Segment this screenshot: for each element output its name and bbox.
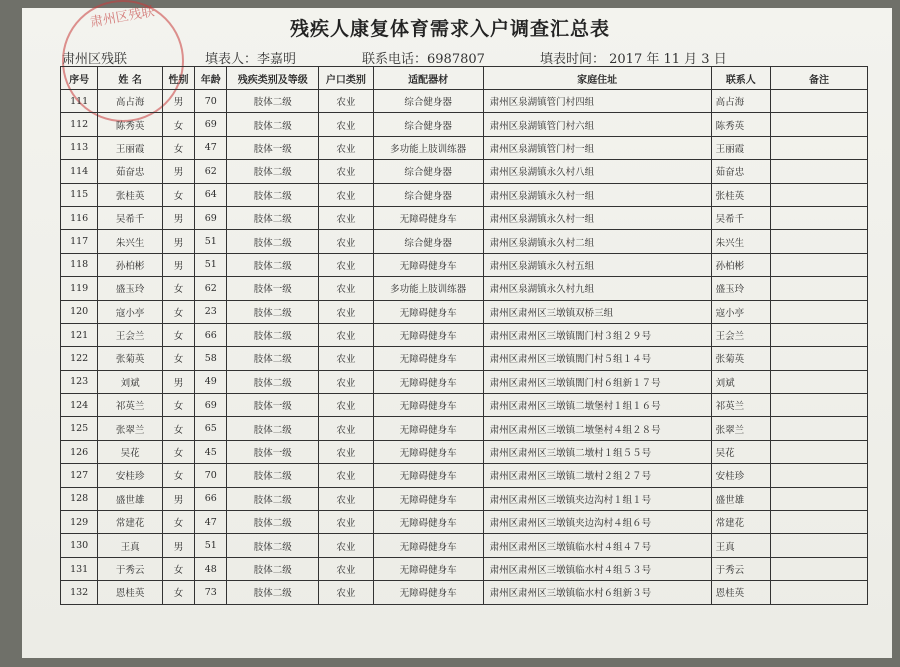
home-address-cell: 肃州区泉湖镇管门村一组 (483, 136, 711, 159)
age-cell: 69 (195, 394, 227, 417)
contact-person-cell: 张菊英 (711, 347, 771, 370)
hukou-type-cell: 农业 (319, 136, 373, 159)
table-row (61, 464, 868, 487)
table-row (61, 183, 868, 206)
row-number-cell: 132 (61, 581, 98, 604)
remarks-cell (771, 347, 868, 370)
column-header: 性别 (162, 67, 194, 90)
disability-level-cell: 肢体二级 (227, 253, 319, 276)
person-name-cell: 王会兰 (98, 323, 163, 346)
contact-person-cell: 王会兰 (711, 323, 771, 346)
contact-person-cell: 于秀云 (711, 557, 771, 580)
remarks-cell (771, 300, 868, 323)
equipment-cell: 多功能上肢训练器 (373, 277, 483, 300)
disability-level-cell: 肢体二级 (227, 581, 319, 604)
contact-person-cell: 盛世雄 (711, 487, 771, 510)
row-number-cell: 128 (61, 487, 98, 510)
sex-cell: 女 (162, 136, 194, 159)
person-name-cell: 茹奋忠 (98, 160, 163, 183)
remarks-cell (771, 370, 868, 393)
equipment-cell: 无障碍健身车 (373, 511, 483, 534)
person-name-cell: 安桂珍 (98, 464, 163, 487)
home-address-cell: 肃州区泉湖镇永久村九组 (483, 277, 711, 300)
person-name-cell: 于秀云 (98, 557, 163, 580)
equipment-cell: 无障碍健身车 (373, 464, 483, 487)
person-name-cell: 刘斌 (98, 370, 163, 393)
home-address-cell: 肃州区肃州区三墩镇二墩村２组２７号 (483, 464, 711, 487)
hukou-type-cell: 农业 (319, 277, 373, 300)
equipment-cell: 无障碍健身车 (373, 323, 483, 346)
disability-level-cell: 肢体二级 (227, 417, 319, 440)
column-header: 家庭住址 (483, 67, 711, 90)
sex-cell: 女 (162, 347, 194, 370)
table-row (61, 417, 868, 440)
age-cell: 70 (195, 464, 227, 487)
home-address-cell: 肃州区肃州区三墩镇二墩堡村１组１６号 (483, 394, 711, 417)
hukou-type-cell: 农业 (319, 323, 373, 346)
disability-level-cell: 肢体二级 (227, 534, 319, 557)
sex-cell: 男 (162, 230, 194, 253)
remarks-cell (771, 113, 868, 136)
column-header: 姓 名 (98, 67, 163, 90)
age-cell: 47 (195, 511, 227, 534)
equipment-cell: 综合健身器 (373, 230, 483, 253)
disability-level-cell: 肢体二级 (227, 347, 319, 370)
age-cell: 73 (195, 581, 227, 604)
hukou-type-cell: 农业 (319, 347, 373, 370)
hukou-type-cell: 农业 (319, 440, 373, 463)
disability-level-cell: 肢体二级 (227, 230, 319, 253)
hukou-type-cell: 农业 (319, 394, 373, 417)
column-header: 残疾类别及等级 (227, 67, 319, 90)
home-address-cell: 肃州区肃州区三墩镇临水村６组新３号 (483, 581, 711, 604)
disability-level-cell: 肢体二级 (227, 90, 319, 113)
remarks-cell (771, 206, 868, 229)
sex-cell: 男 (162, 534, 194, 557)
age-cell: 47 (195, 136, 227, 159)
contact-person-cell: 王真 (711, 534, 771, 557)
fill-date: 填表时间： 2017 年 11 月 3 日 (540, 52, 727, 67)
sex-cell: 女 (162, 511, 194, 534)
filler-name: 填表人：李嘉明 (205, 52, 297, 67)
age-cell: 51 (195, 534, 227, 557)
sex-cell: 女 (162, 417, 194, 440)
row-number-cell: 131 (61, 557, 98, 580)
sex-cell: 女 (162, 557, 194, 580)
disability-level-cell: 肢体二级 (227, 323, 319, 346)
table-row (61, 323, 868, 346)
equipment-cell: 无障碍健身车 (373, 440, 483, 463)
contact-person-cell: 张桂英 (711, 183, 771, 206)
equipment-cell: 综合健身器 (373, 183, 483, 206)
home-address-cell: 肃州区肃州区三墩镇临水村４组５３号 (483, 557, 711, 580)
hukou-type-cell: 农业 (319, 90, 373, 113)
home-address-cell: 肃州区泉湖镇管门村六组 (483, 113, 711, 136)
age-cell: 62 (195, 277, 227, 300)
equipment-cell: 综合健身器 (373, 160, 483, 183)
table-row (61, 230, 868, 253)
equipment-cell: 无障碍健身车 (373, 347, 483, 370)
remarks-cell (771, 557, 868, 580)
age-cell: 58 (195, 347, 227, 370)
contact-person-cell: 茹奋忠 (711, 160, 771, 183)
contact-person-cell: 寇小亭 (711, 300, 771, 323)
contact-person-cell: 吴希千 (711, 206, 771, 229)
contact-person-cell: 孙柏彬 (711, 253, 771, 276)
survey-table (60, 66, 868, 605)
table-header-row (61, 67, 868, 90)
contact-person-cell: 高占海 (711, 90, 771, 113)
equipment-cell: 无障碍健身车 (373, 394, 483, 417)
disability-level-cell: 肢体二级 (227, 183, 319, 206)
remarks-cell (771, 511, 868, 534)
row-number-cell: 118 (61, 253, 98, 276)
sex-cell: 女 (162, 464, 194, 487)
remarks-cell (771, 487, 868, 510)
table-row (61, 277, 868, 300)
equipment-cell: 无障碍健身车 (373, 417, 483, 440)
column-header: 户口类别 (319, 67, 373, 90)
age-cell: 65 (195, 417, 227, 440)
row-number-cell: 111 (61, 90, 98, 113)
home-address-cell: 肃州区泉湖镇永久村一组 (483, 183, 711, 206)
contact-person-cell: 张翠兰 (711, 417, 771, 440)
person-name-cell: 王丽霞 (98, 136, 163, 159)
column-header: 序号 (61, 67, 98, 90)
person-name-cell: 王真 (98, 534, 163, 557)
disability-level-cell: 肢体二级 (227, 160, 319, 183)
age-cell: 70 (195, 90, 227, 113)
sex-cell: 男 (162, 90, 194, 113)
remarks-cell (771, 394, 868, 417)
equipment-cell: 无障碍健身车 (373, 581, 483, 604)
sex-cell: 女 (162, 277, 194, 300)
person-name-cell: 朱兴生 (98, 230, 163, 253)
hukou-type-cell: 农业 (319, 113, 373, 136)
row-number-cell: 114 (61, 160, 98, 183)
remarks-cell (771, 277, 868, 300)
disability-level-cell: 肢体一级 (227, 394, 319, 417)
hukou-type-cell: 农业 (319, 534, 373, 557)
age-cell: 23 (195, 300, 227, 323)
age-cell: 69 (195, 113, 227, 136)
person-name-cell: 孙柏彬 (98, 253, 163, 276)
person-name-cell: 吴花 (98, 440, 163, 463)
row-number-cell: 129 (61, 511, 98, 534)
home-address-cell: 肃州区肃州区三墩镇二墩堡村４组２８号 (483, 417, 711, 440)
contact-person-cell: 朱兴生 (711, 230, 771, 253)
hukou-type-cell: 农业 (319, 487, 373, 510)
disability-level-cell: 肢体二级 (227, 206, 319, 229)
disability-level-cell: 肢体一级 (227, 440, 319, 463)
disability-level-cell: 肢体一级 (227, 277, 319, 300)
person-name-cell: 祁英兰 (98, 394, 163, 417)
age-cell: 49 (195, 370, 227, 393)
remarks-cell (771, 183, 868, 206)
age-cell: 66 (195, 487, 227, 510)
hukou-type-cell: 农业 (319, 206, 373, 229)
hukou-type-cell: 农业 (319, 370, 373, 393)
remarks-cell (771, 440, 868, 463)
seal-text: 肃州区残联 (89, 4, 156, 31)
equipment-cell: 无障碍健身车 (373, 534, 483, 557)
table-row (61, 581, 868, 604)
sex-cell: 女 (162, 113, 194, 136)
home-address-cell: 肃州区肃州区三墩镇双桥三组 (483, 300, 711, 323)
sex-cell: 男 (162, 160, 194, 183)
home-address-cell: 肃州区肃州区三墩镇闇门村５组１４号 (483, 347, 711, 370)
column-header: 适配器材 (373, 67, 483, 90)
column-header: 年龄 (195, 67, 227, 90)
hukou-type-cell: 农业 (319, 557, 373, 580)
contact-person-cell: 吴花 (711, 440, 771, 463)
home-address-cell: 肃州区肃州区三墩镇二墩村１组５５号 (483, 440, 711, 463)
equipment-cell: 综合健身器 (373, 113, 483, 136)
sex-cell: 女 (162, 183, 194, 206)
remarks-cell (771, 90, 868, 113)
contact-person-cell: 陈秀英 (711, 113, 771, 136)
table-row (61, 370, 868, 393)
person-name-cell: 陈秀英 (98, 113, 163, 136)
home-address-cell: 肃州区泉湖镇永久村五组 (483, 253, 711, 276)
row-number-cell: 122 (61, 347, 98, 370)
sex-cell: 女 (162, 394, 194, 417)
sex-cell: 男 (162, 206, 194, 229)
person-name-cell: 盛玉玲 (98, 277, 163, 300)
equipment-cell: 无障碍健身车 (373, 253, 483, 276)
equipment-cell: 无障碍健身车 (373, 300, 483, 323)
contact-person-cell: 恩桂英 (711, 581, 771, 604)
home-address-cell: 肃州区泉湖镇永久村一组 (483, 206, 711, 229)
equipment-cell: 无障碍健身车 (373, 487, 483, 510)
column-header: 联系人 (711, 67, 771, 90)
contact-person-cell: 祁英兰 (711, 394, 771, 417)
disability-level-cell: 肢体二级 (227, 511, 319, 534)
equipment-cell: 多功能上肢训练器 (373, 136, 483, 159)
table-row (61, 206, 868, 229)
row-number-cell: 127 (61, 464, 98, 487)
home-address-cell: 肃州区泉湖镇永久村八组 (483, 160, 711, 183)
person-name-cell: 张桂英 (98, 183, 163, 206)
remarks-cell (771, 253, 868, 276)
equipment-cell: 无障碍健身车 (373, 206, 483, 229)
table-row (61, 394, 868, 417)
remarks-cell (771, 323, 868, 346)
disability-level-cell: 肢体一级 (227, 136, 319, 159)
disability-level-cell: 肢体二级 (227, 487, 319, 510)
row-number-cell: 112 (61, 113, 98, 136)
table-row (61, 557, 868, 580)
age-cell: 64 (195, 183, 227, 206)
row-number-cell: 124 (61, 394, 98, 417)
sex-cell: 男 (162, 487, 194, 510)
row-number-cell: 119 (61, 277, 98, 300)
hukou-type-cell: 农业 (319, 183, 373, 206)
hukou-type-cell: 农业 (319, 511, 373, 534)
contact-person-cell: 安桂珍 (711, 464, 771, 487)
person-name-cell: 恩桂英 (98, 581, 163, 604)
contact-person-cell: 王丽霞 (711, 136, 771, 159)
disability-level-cell: 肢体二级 (227, 370, 319, 393)
equipment-cell: 综合健身器 (373, 90, 483, 113)
age-cell: 51 (195, 253, 227, 276)
person-name-cell: 高占海 (98, 90, 163, 113)
equipment-cell: 无障碍健身车 (373, 370, 483, 393)
sex-cell: 男 (162, 253, 194, 276)
remarks-cell (771, 136, 868, 159)
disability-level-cell: 肢体二级 (227, 300, 319, 323)
hukou-type-cell: 农业 (319, 160, 373, 183)
person-name-cell: 吴希千 (98, 206, 163, 229)
table-row (61, 511, 868, 534)
remarks-cell (771, 464, 868, 487)
row-number-cell: 117 (61, 230, 98, 253)
table-row (61, 300, 868, 323)
age-cell: 45 (195, 440, 227, 463)
row-number-cell: 126 (61, 440, 98, 463)
hukou-type-cell: 农业 (319, 417, 373, 440)
person-name-cell: 张菊英 (98, 347, 163, 370)
table-row (61, 160, 868, 183)
row-number-cell: 130 (61, 534, 98, 557)
disability-level-cell: 肢体二级 (227, 464, 319, 487)
table-row (61, 90, 868, 113)
contact-person-cell: 盛玉玲 (711, 277, 771, 300)
person-name-cell: 寇小亭 (98, 300, 163, 323)
equipment-cell: 无障碍健身车 (373, 557, 483, 580)
column-header: 备注 (771, 67, 868, 90)
remarks-cell (771, 417, 868, 440)
sex-cell: 女 (162, 440, 194, 463)
table-row (61, 440, 868, 463)
age-cell: 48 (195, 557, 227, 580)
row-number-cell: 125 (61, 417, 98, 440)
row-number-cell: 115 (61, 183, 98, 206)
table-row (61, 136, 868, 159)
age-cell: 51 (195, 230, 227, 253)
table-row (61, 113, 868, 136)
sex-cell: 女 (162, 323, 194, 346)
remarks-cell (771, 160, 868, 183)
home-address-cell: 肃州区肃州区三墩镇闇门村６组新１７号 (483, 370, 711, 393)
sex-cell: 男 (162, 370, 194, 393)
home-address-cell: 肃州区肃州区三墩镇临水村４组４７号 (483, 534, 711, 557)
person-name-cell: 盛世雄 (98, 487, 163, 510)
org-name: 肃州区残联 (62, 52, 128, 67)
home-address-cell: 肃州区肃州区三墩镇夹边沟村４组６号 (483, 511, 711, 534)
remarks-cell (771, 534, 868, 557)
person-name-cell: 常建花 (98, 511, 163, 534)
hukou-type-cell: 农业 (319, 464, 373, 487)
row-number-cell: 121 (61, 323, 98, 346)
age-cell: 62 (195, 160, 227, 183)
sex-cell: 女 (162, 300, 194, 323)
hukou-type-cell: 农业 (319, 253, 373, 276)
table-row (61, 534, 868, 557)
hukou-type-cell: 农业 (319, 300, 373, 323)
remarks-cell (771, 230, 868, 253)
age-cell: 69 (195, 206, 227, 229)
disability-level-cell: 肢体二级 (227, 557, 319, 580)
sex-cell: 女 (162, 581, 194, 604)
table-row (61, 253, 868, 276)
page-title: 残疾人康复体育需求入户调查汇总表 (289, 18, 610, 40)
row-number-cell: 116 (61, 206, 98, 229)
home-address-cell: 肃州区泉湖镇永久村二组 (483, 230, 711, 253)
contact-person-cell: 常建花 (711, 511, 771, 534)
person-name-cell: 张翠兰 (98, 417, 163, 440)
disability-level-cell: 肢体二级 (227, 113, 319, 136)
age-cell: 66 (195, 323, 227, 346)
home-address-cell: 肃州区肃州区三墩镇夹边沟村１组１号 (483, 487, 711, 510)
hukou-type-cell: 农业 (319, 581, 373, 604)
hukou-type-cell: 农业 (319, 230, 373, 253)
table-body (61, 90, 868, 605)
home-address-cell: 肃州区泉湖镇管门村四组 (483, 90, 711, 113)
table-row (61, 347, 868, 370)
row-number-cell: 113 (61, 136, 98, 159)
remarks-cell (771, 581, 868, 604)
contact-phone: 联系电话：6987807 (362, 52, 485, 67)
row-number-cell: 123 (61, 370, 98, 393)
row-number-cell: 120 (61, 300, 98, 323)
table-row (61, 487, 868, 510)
contact-person-cell: 刘斌 (711, 370, 771, 393)
home-address-cell: 肃州区肃州区三墩镇闇门村３组２９号 (483, 323, 711, 346)
